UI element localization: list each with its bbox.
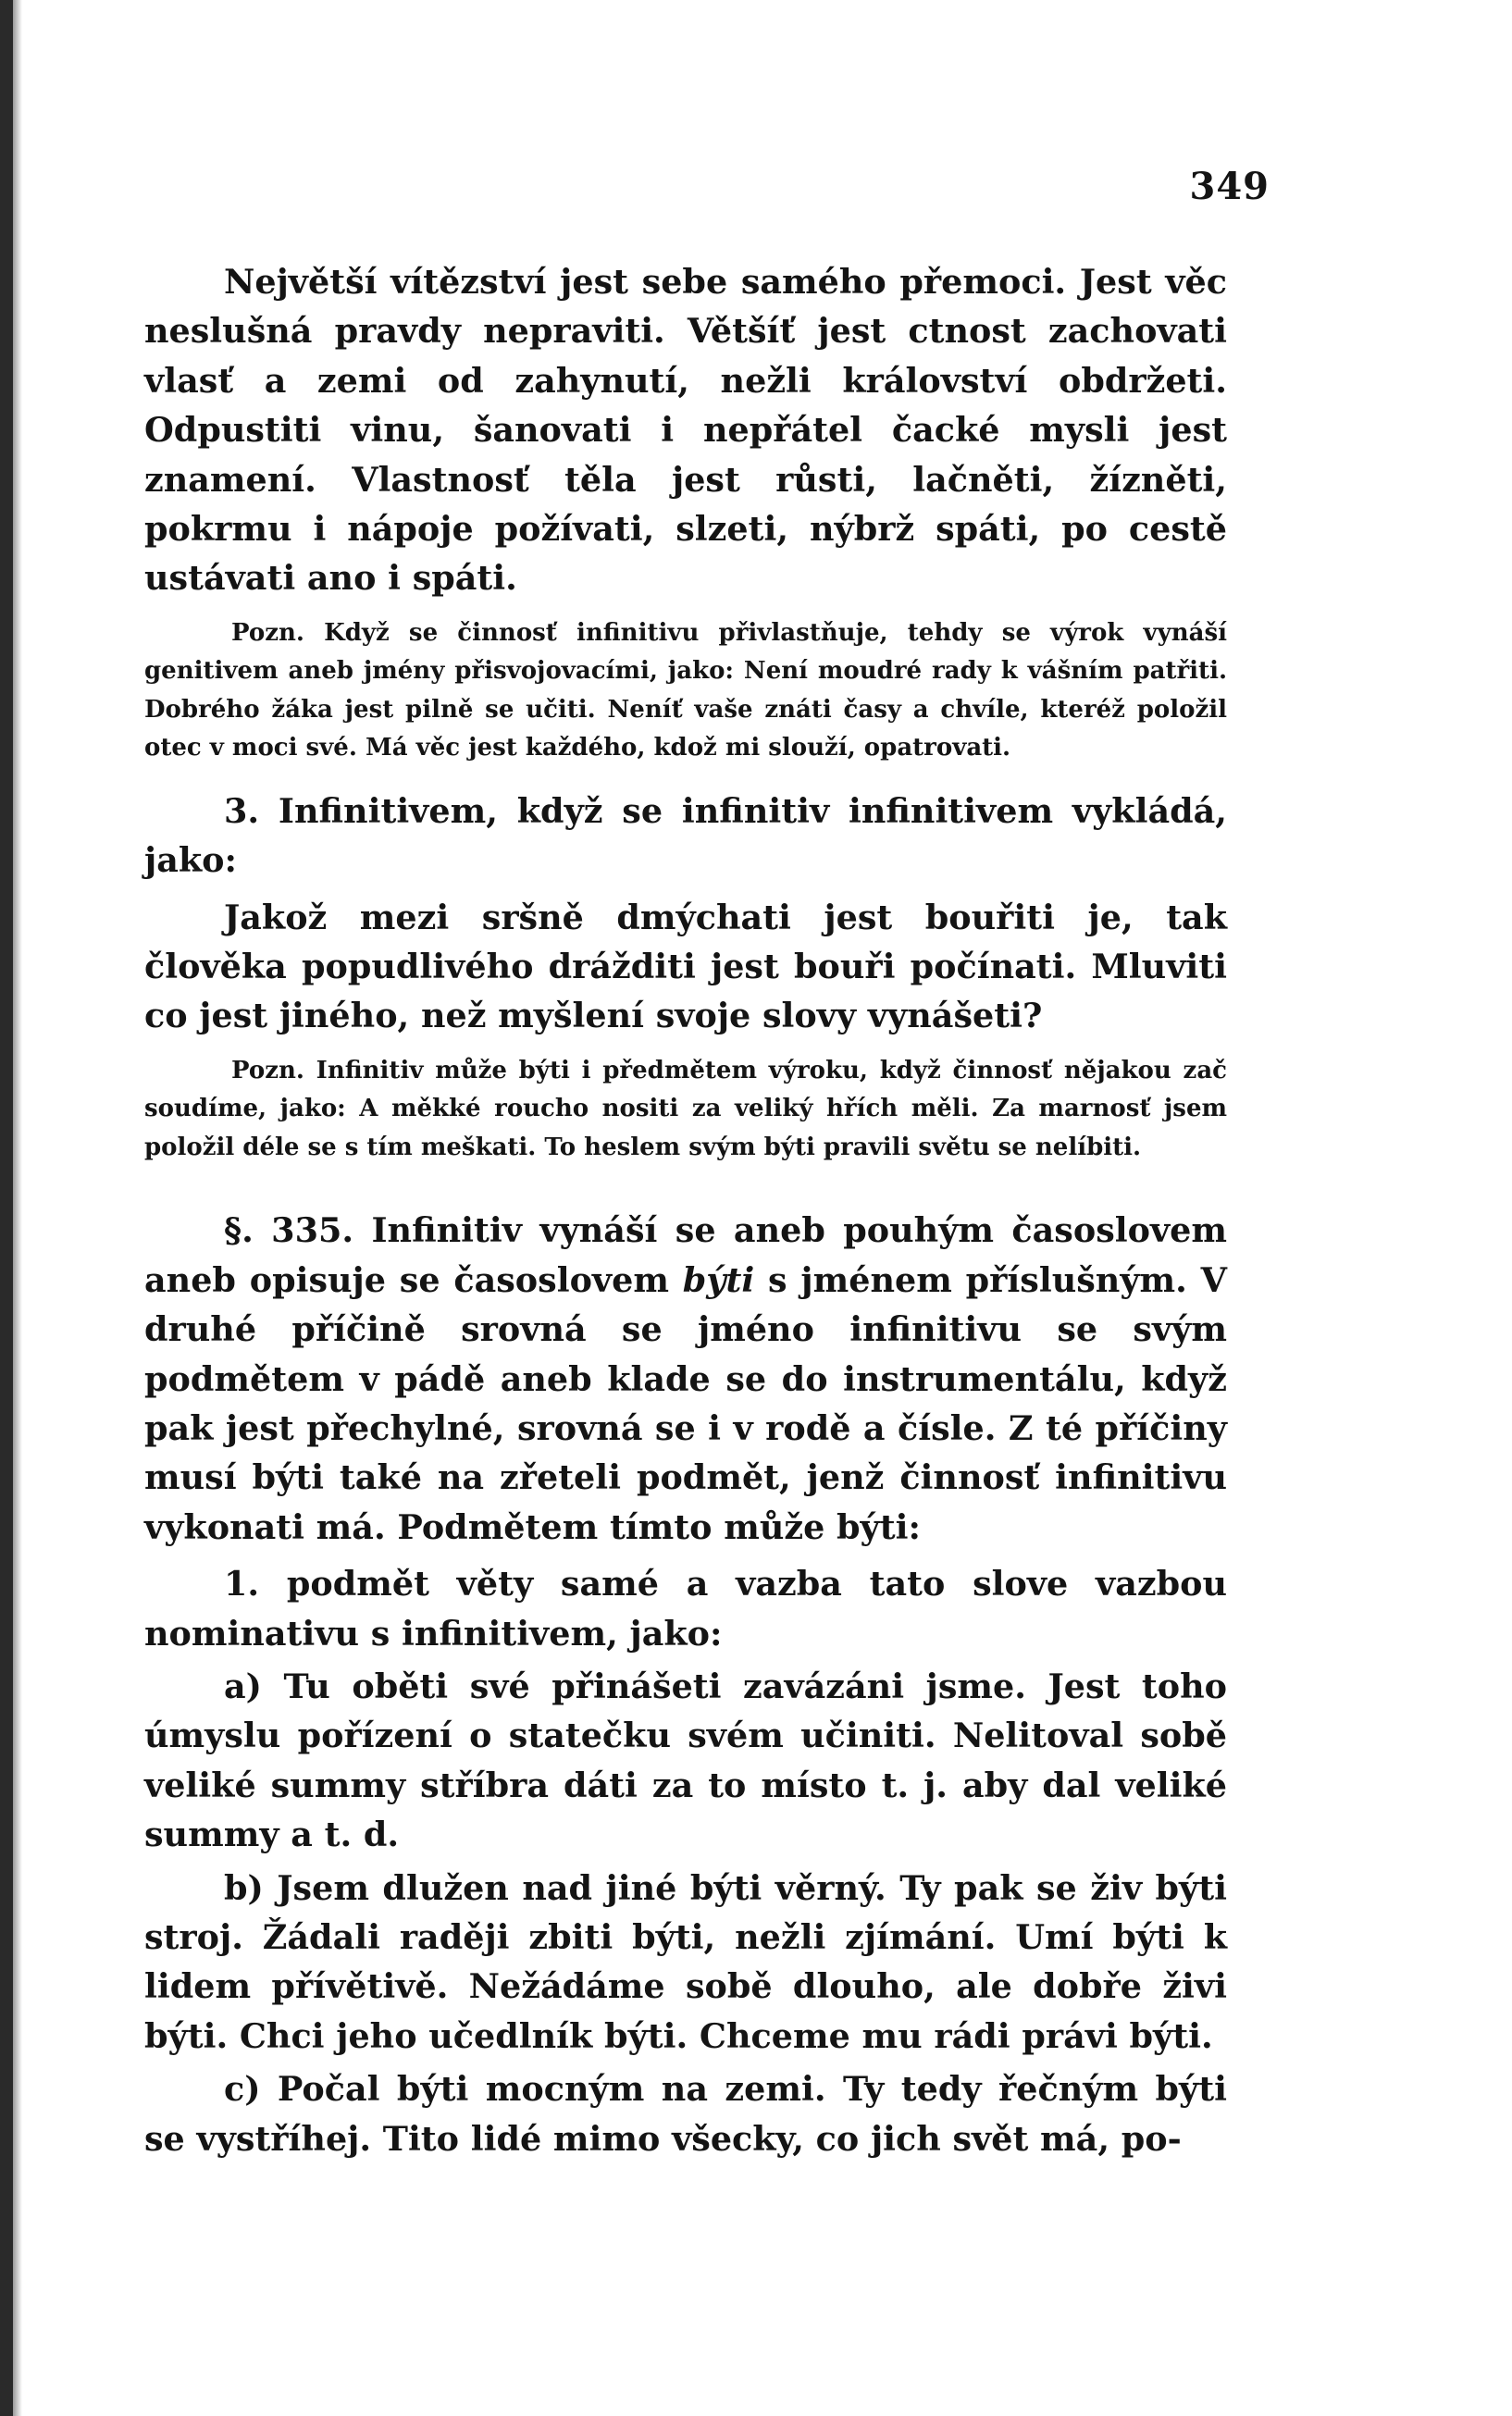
paragraph-5: 1. podmět věty samé a vazba tato slove vazbou nominativu s infinitivem, jako: bbox=[144, 1564, 1227, 1654]
paragraph-b: b) Jsem dlužen nad jiné býti věrný. Ty pak se živ býti stroj. Žádali raději zbiti býti, nežli zjímání. Umí býti k lidem přívětivě. Nežádáme sobě dlouho, ale dobře živi býti. Chci jeho učedlník býti. Chceme mu rádi právi býti. bbox=[144, 1867, 1227, 2056]
paragraph-c: c) Počal býti mocným na zemi. Ty tedy řečným býti se vystříhej. Tito lidé mimo všecky, co jich svět má, po- bbox=[144, 2069, 1227, 2159]
page-number: 349 bbox=[1189, 165, 1270, 208]
paragraph-2: 3. Infinitivem, když se infinitiv infinitivem vykládá, jako: bbox=[144, 790, 1227, 881]
paragraph-a: a) Tu oběti své přinášeti zavázáni jsme. Jest toho úmyslu pořízení o statečku svém učiniti. Nelitoval sobě veliké summy stříbra dáti za to místo t. j. aby dal veliké summy a t. d. bbox=[144, 1666, 1227, 1855]
book-spine-edge bbox=[0, 0, 13, 2416]
main-text bbox=[144, 257, 1227, 2163]
note-2: Pozn. Infinitiv může býti i předmětem výroku, když činnosť nějakou zač soudíme, jako: A měkké roucho nositi za veliký hřích měli. Za marnosť jsem položil déle se s tím meškati. To heslem svým býti pravili světu se nelíbiti. bbox=[144, 1056, 1227, 1161]
paragraph-3: Jakož mezi sršně dmýchati jest bouřiti je, tak člověka popudlivého drážditi jest bouři počínati. Mluviti co jest jiného, než myšlení svoje slovy vynášeti? bbox=[144, 897, 1227, 1036]
paragraph-4-start: §. 335. Infinitiv vynáší se aneb pouhým časoslovem aneb opisuje se časoslovem bbox=[144, 1210, 1227, 1300]
paragraph-4-italic: býti bbox=[682, 1259, 755, 1300]
paragraph-4-end: s jménem příslušným. V druhé příčině srovná se jméno infinitivu se svým podmětem v pádě aneb klade se do instrumentálu, když pak jest přechylné, srovná se i v rodě a čísle. Z té příčiny musí býti také na zřeteli podmět, jenž činnosť infinitivu vykonati má. Podmětem tímto může býti: bbox=[144, 1259, 1227, 1547]
note-1: Pozn. Když se činnosť infinitivu přivlastňuje, tehdy se výrok vynáší genitivem aneb jmény přisvojovacími, jako: Není moudré rady k vášním patřiti. Dobrého žáka jest pilně se učiti. Neníť vaše znáti časy a chvíle, kteréž položil otec v moci své. Má věc jest každého, kdož mi slouží, opatrovati. bbox=[144, 618, 1227, 762]
paragraph-4 bbox=[144, 1206, 1227, 1552]
spine-shadow bbox=[13, 0, 22, 2416]
paragraph-1: Největší vítězství jest sebe samého přemoci. Jest věc neslušná pravdy nepraviti. Většíť jest ctnost zachovati vlasť a zemi od zahynutí, nežli království obdržeti. Odpustiti vinu, šanovati i nepřátel čacké mysli jest znamení. Vlastnosť těla jest růsti, lačněti, žízněti, pokrmu i nápoje požívati, slzeti, nýbrž spáti, po cestě ustávati ano i spáti. bbox=[144, 262, 1227, 599]
